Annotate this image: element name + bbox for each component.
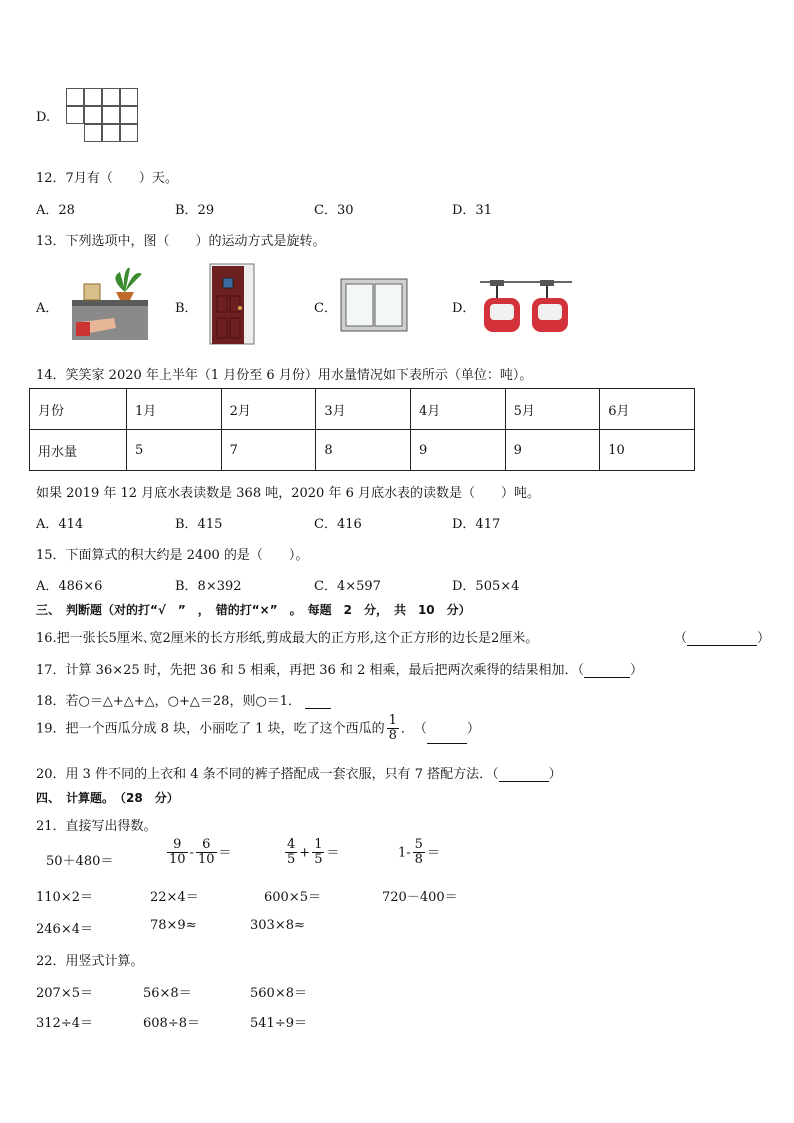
q13-option-b[interactable]: B． <box>175 301 198 316</box>
table-row <box>30 389 695 430</box>
question-16: 16.把一张长5厘米､宽2厘米的长方形纸,剪成最大的正方形,这个正方形的边长是2厘米｡ <box>36 631 532 646</box>
question-14: 14．笑笑家 2020 年上半年（1 月份至 6 月份）用水量情况如下表所示（单位：吨）。 <box>36 368 533 383</box>
calc-item: 50＋480＝ <box>46 854 114 869</box>
table-cell: 3月 <box>316 389 411 430</box>
question-19: 19．把一个西瓜分成 8 块，小丽吃了 1 块，吃了这个西瓜的 $\frac{1}{8}$ ． （ ） <box>36 713 480 744</box>
window-icon <box>340 278 408 332</box>
table-cell: 1月 <box>127 389 222 430</box>
q12-option-c[interactable]: C．30 <box>314 203 354 218</box>
table-cell: 7 <box>221 430 316 471</box>
calc-item: 78×9≈ <box>150 918 197 933</box>
calc-item: 608÷8＝ <box>143 1016 200 1031</box>
table-cell: 5月 <box>505 389 600 430</box>
q15-option-b[interactable]: B．8×392 <box>175 579 242 594</box>
q15-option-c[interactable]: C．4×597 <box>314 579 381 594</box>
calc-item: 303×8≈ <box>250 918 305 933</box>
q20-answer-blank[interactable] <box>499 781 549 782</box>
calc-item: 207×5＝ <box>36 986 93 1001</box>
calc-item: 22×4＝ <box>150 890 199 905</box>
q14-option-b[interactable]: B．415 <box>175 517 223 532</box>
q13-option-a[interactable]: A． <box>36 301 59 316</box>
q16-answer-blank[interactable]: （ ） <box>674 631 771 646</box>
drawer-plant-icon <box>70 264 150 342</box>
section-4-title: 四、 计算题。 （28 分） <box>36 791 179 805</box>
calc-item: 56×8＝ <box>143 986 192 1001</box>
table-cell: 9 <box>505 430 600 471</box>
question-22: 22．用竖式计算。 <box>36 954 144 969</box>
table-cell: 10 <box>600 430 695 471</box>
q19-answer-blank[interactable] <box>427 743 467 744</box>
q14-option-c[interactable]: C．416 <box>314 517 362 532</box>
table-cell: 用水量 <box>30 430 127 471</box>
table-cell: 5 <box>127 430 222 471</box>
q17-answer-blank[interactable] <box>584 677 630 678</box>
question-15: 15．下面算式的积大约是 2400 的是（ ）。 <box>36 548 309 563</box>
calc-item: 312÷4＝ <box>36 1016 93 1031</box>
q15-option-d[interactable]: D．505×4 <box>452 579 520 594</box>
table-cell: 2月 <box>221 389 316 430</box>
table-cell: 6月 <box>600 389 695 430</box>
grid-shape-figure <box>64 88 144 146</box>
calc-item: 720－400＝ <box>382 890 458 905</box>
q12-option-a[interactable]: A．28 <box>36 203 75 218</box>
q13-option-c[interactable]: C． <box>314 301 337 316</box>
table-cell: 月份 <box>30 389 127 430</box>
question-13: 13．下列选项中，图（ ）的运动方式是旋转。 <box>36 234 326 249</box>
q15-option-a[interactable]: A．486×6 <box>36 579 103 594</box>
calc-item: $\frac{9}{10}$ - $\frac{6}{10}$ ＝ <box>169 837 232 868</box>
table-cell: 9 <box>410 430 505 471</box>
question-21: 21．直接写出得数。 <box>36 819 157 834</box>
question-17: 17．计算 36×25 时，先把 36 和 5 相乘，再把 36 和 2 相乘，最后把两次乘得的结果相加．（ ） <box>36 663 643 678</box>
calc-item: 560×8＝ <box>250 986 307 1001</box>
calc-item: 600×5＝ <box>264 890 321 905</box>
q12-option-d[interactable]: D．31 <box>452 203 492 218</box>
calc-item: 110×2＝ <box>36 890 93 905</box>
option-d-label: D. <box>36 110 51 125</box>
section-3-title: 三、 判断题（对的打“√ ” ， 错的打“×” 。 每题 2 分， 共 10 分） <box>36 603 471 617</box>
q18-answer-blank[interactable] <box>305 708 331 709</box>
question-20: 20．用 3 件不同的上衣和 4 条不同的裤子搭配成一套衣服，只有 7 搭配方法．（ ） <box>36 767 562 782</box>
calc-item: 541÷9＝ <box>250 1016 307 1031</box>
q14-option-d[interactable]: D．417 <box>452 517 501 532</box>
calc-item: $\frac{4}{5}$ + $\frac{1}{5}$ ＝ <box>287 837 340 868</box>
q13-option-d[interactable]: D． <box>452 301 476 316</box>
calc-item: 246×4＝ <box>36 922 93 937</box>
table-cell: 8 <box>316 430 411 471</box>
cable-car-icon <box>480 276 572 336</box>
calc-item: 1- $\frac{5}{8}$ ＝ <box>398 837 440 868</box>
question-14-followup: 如果 2019 年 12 月底水表读数是 368 吨，2020 年 6 月底水表的读数是（ ）吨。 <box>36 486 540 501</box>
table-row <box>30 430 695 471</box>
fraction: $\frac{1}{8}$ <box>388 713 397 744</box>
q14-option-a[interactable]: A．414 <box>36 517 84 532</box>
question-18: 18．若○＝△+△+△，○+△＝28，则○＝1． <box>36 690 331 709</box>
table-cell: 4月 <box>410 389 505 430</box>
water-usage-table <box>29 388 695 471</box>
door-icon <box>208 262 256 346</box>
question-12: 12．7月有（ ）天。 <box>36 171 178 186</box>
q12-option-b[interactable]: B．29 <box>175 203 215 218</box>
